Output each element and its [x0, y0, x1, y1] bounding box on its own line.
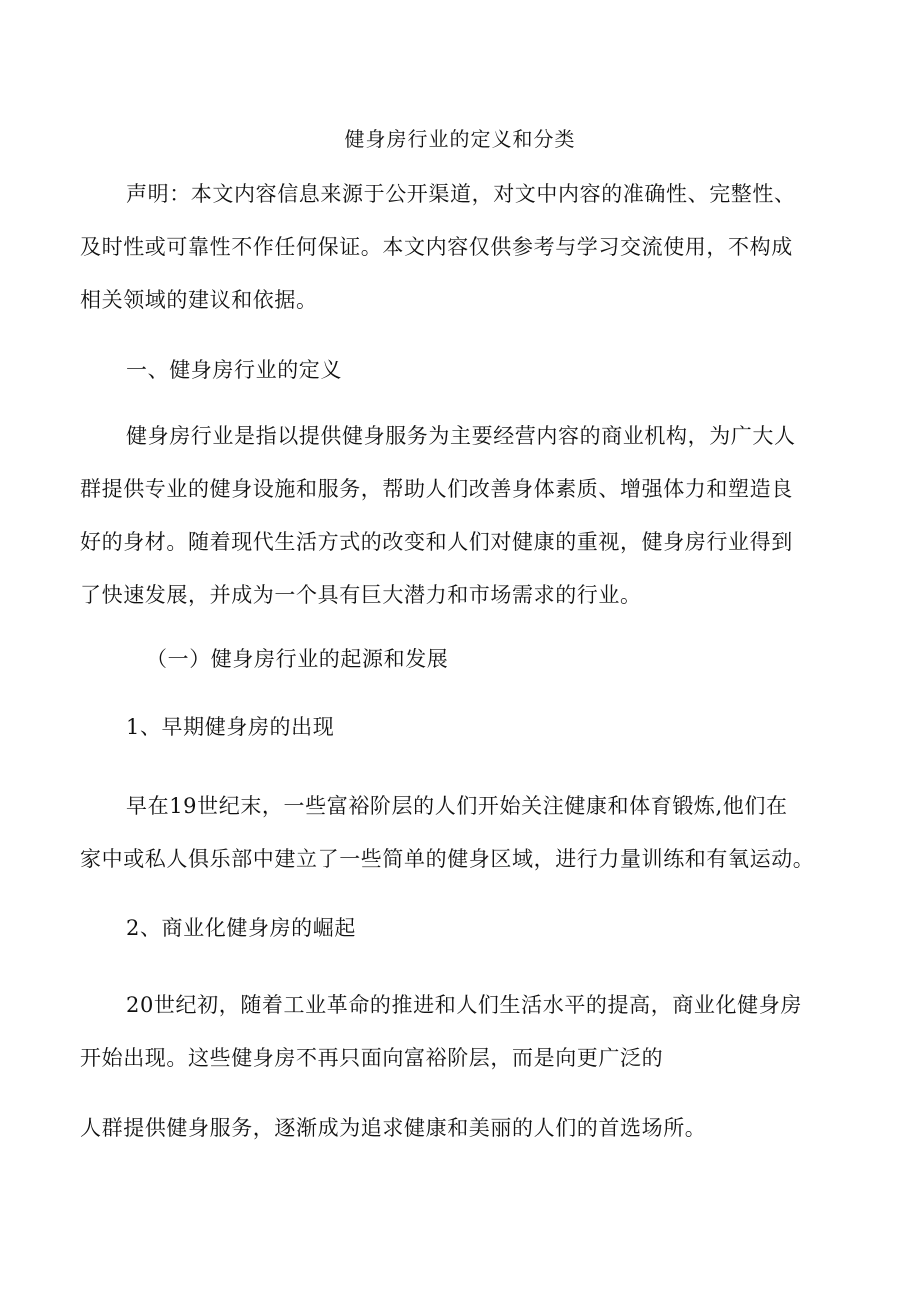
disclaimer-line-2: 及时性或可靠性不作任何保证。本文内容仅供参考与学习交流使用，不构成 — [80, 235, 793, 259]
section1-paragraph-line-1: 健身房行业是指以提供健身服务为主要经营内容的商业机构，为广大人 — [126, 424, 796, 448]
subsection1-heading: （一）健身房行业的起源和发展 — [146, 647, 449, 671]
disclaimer-line-3: 相关领域的建议和依据。 — [80, 288, 318, 312]
item2-continuation-line: 人群提供健身服务，逐渐成为追求健康和美丽的人们的首选场所。 — [80, 1116, 707, 1140]
section1-paragraph-line-3: 好的身材。随着现代生活方式的改变和人们对健康的重视，健身房行业得到 — [80, 530, 793, 554]
item1-heading: 1、早期健身房的出现 — [126, 715, 335, 739]
disclaimer-line-1: 声明：本文内容信息来源于公开渠道，对文中内容的准确性、完整性、 — [126, 182, 796, 206]
item2-paragraph-line-1: 20世纪初，随着工业革命的推进和人们生活水平的提高，商业化健身房 — [126, 993, 802, 1017]
section1-paragraph-line-2: 群提供专业的健身设施和服务，帮助人们改善身体素质、增强体力和塑造良 — [80, 477, 793, 501]
item1-paragraph-line-2: 家中或私人俱乐部中建立了一些简单的健身区域，进行力量训练和有氧运动。 — [80, 847, 815, 871]
section1-heading: 一、健身房行业的定义 — [126, 358, 342, 382]
item2-paragraph-line-2: 开始出现。这些健身房不再只面向富裕阶层，而是向更广泛的 — [80, 1046, 664, 1070]
item1-paragraph-line-1: 早在19世纪末，一些富裕阶层的人们开始关注健康和体育锻炼,他们在 — [126, 794, 788, 818]
item2-heading: 2、商业化健身房的崛起 — [126, 916, 356, 940]
document-title: 健身房行业的定义和分类 — [344, 127, 576, 151]
section1-paragraph-line-4: 了快速发展，并成为一个具有巨大潜力和市场需求的行业。 — [80, 583, 642, 607]
